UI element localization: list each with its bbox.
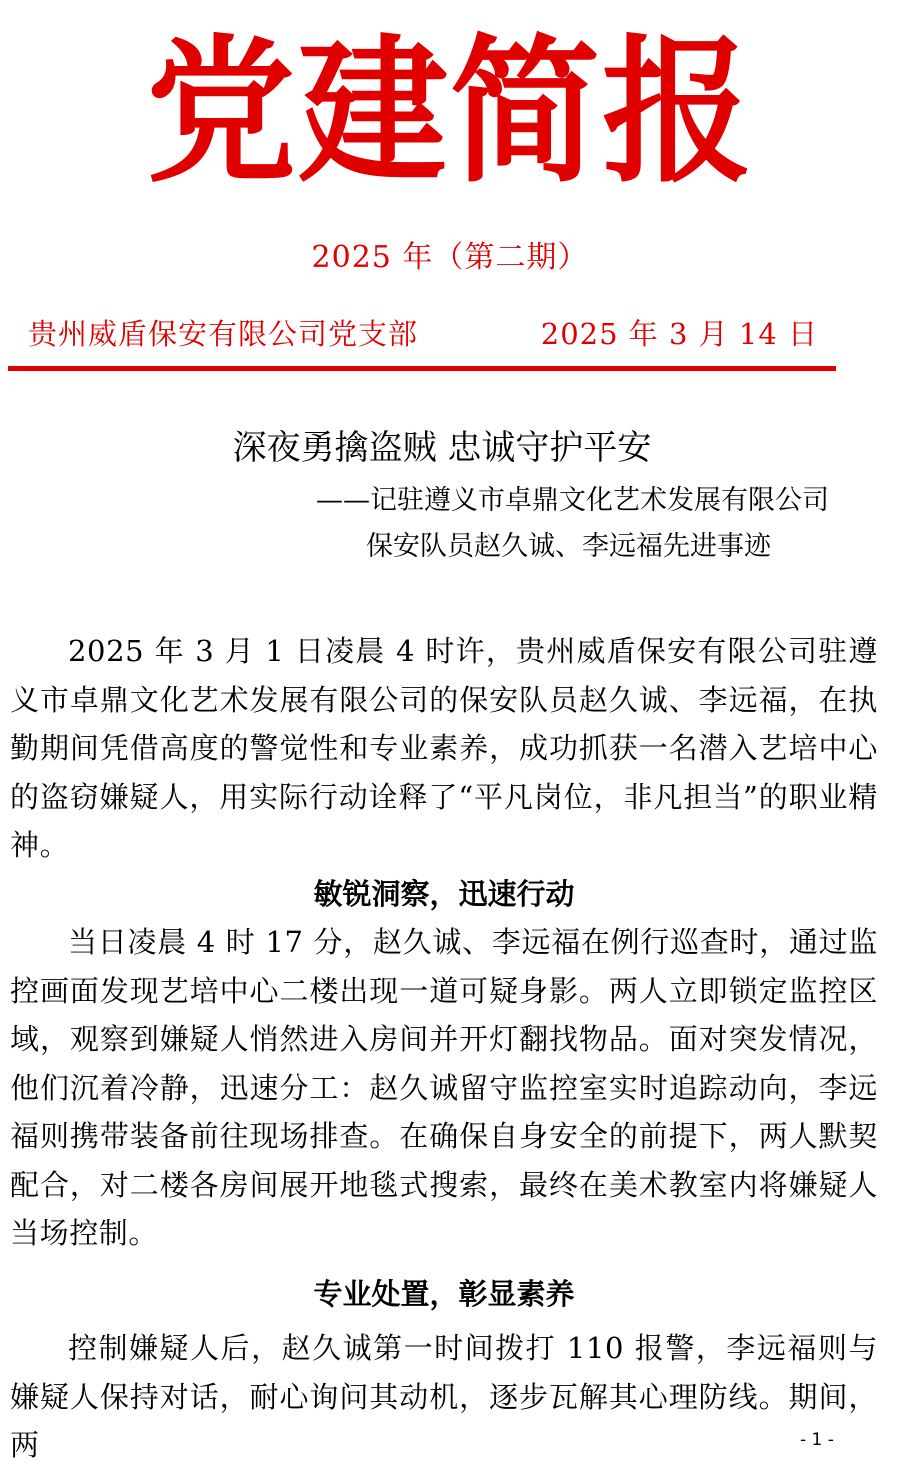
intro-paragraph: 2025 年 3 月 1 日凌晨 4 时许，贵州威盾保安有限公司驻遵义市卓鼎文化艺术发展有限公司的保安队员赵久诚、李远福，在执勤期间凭借高度的警觉性和专业素养，成功抓获一名潜入艺培中心的盗窃嫌疑人，用实际行动诠释了“平凡岗位，非凡担当”的职业精神。 bbox=[10, 634, 878, 862]
organization-name: 贵州威盾保安有限公司党支部 bbox=[28, 317, 419, 351]
header-divider bbox=[8, 366, 836, 371]
masthead-title: 党建简报 bbox=[145, 19, 754, 205]
page-number: - 1 - bbox=[800, 1430, 834, 1450]
section-heading-1: 敏锐洞察，迅速行动 bbox=[313, 876, 575, 911]
issue-number: 2025 年（第二期） bbox=[311, 240, 589, 275]
section-2-paragraph: 控制嫌疑人后，赵久诚第一时间拨打 110 报警，李远福则与嫌疑人保持对话，耐心询问其动机，逐步瓦解其心理防线。期间，两 bbox=[10, 1331, 878, 1462]
subtitle-line-2: 保安队员赵久诚、李远福先进事迹 bbox=[366, 531, 771, 562]
section-heading-2: 专业处置，彰显素养 bbox=[313, 1276, 575, 1311]
article-subtitle bbox=[316, 478, 876, 570]
section-1-paragraph: 当日凌晨 4 时 17 分，赵久诚、李远福在例行巡查时，通过监控画面发现艺培中心二楼出现一道可疑身影。两人立即锁定监控区域，观察到嫌疑人悄然进入房间并开灯翻找物品。面对突发情况，他们沉着冷静，迅速分工：赵久诚留守监控室实时追踪动向，李远福则携带装备前往现场排查。在确保自身安全的前提下，两人默契配合，对二楼各房间展开地毯式搜索，最终在美术教室内将嫌疑人当场控制。 bbox=[10, 925, 878, 1250]
subtitle-line-1: ——记驻遵义市卓鼎文化艺术发展有限公司 bbox=[316, 485, 829, 516]
article-title: 深夜勇擒盗贼 忠诚守护平安 bbox=[232, 428, 652, 468]
publish-date: 2025 年 3 月 14 日 bbox=[540, 317, 818, 351]
article-body bbox=[10, 627, 878, 1470]
